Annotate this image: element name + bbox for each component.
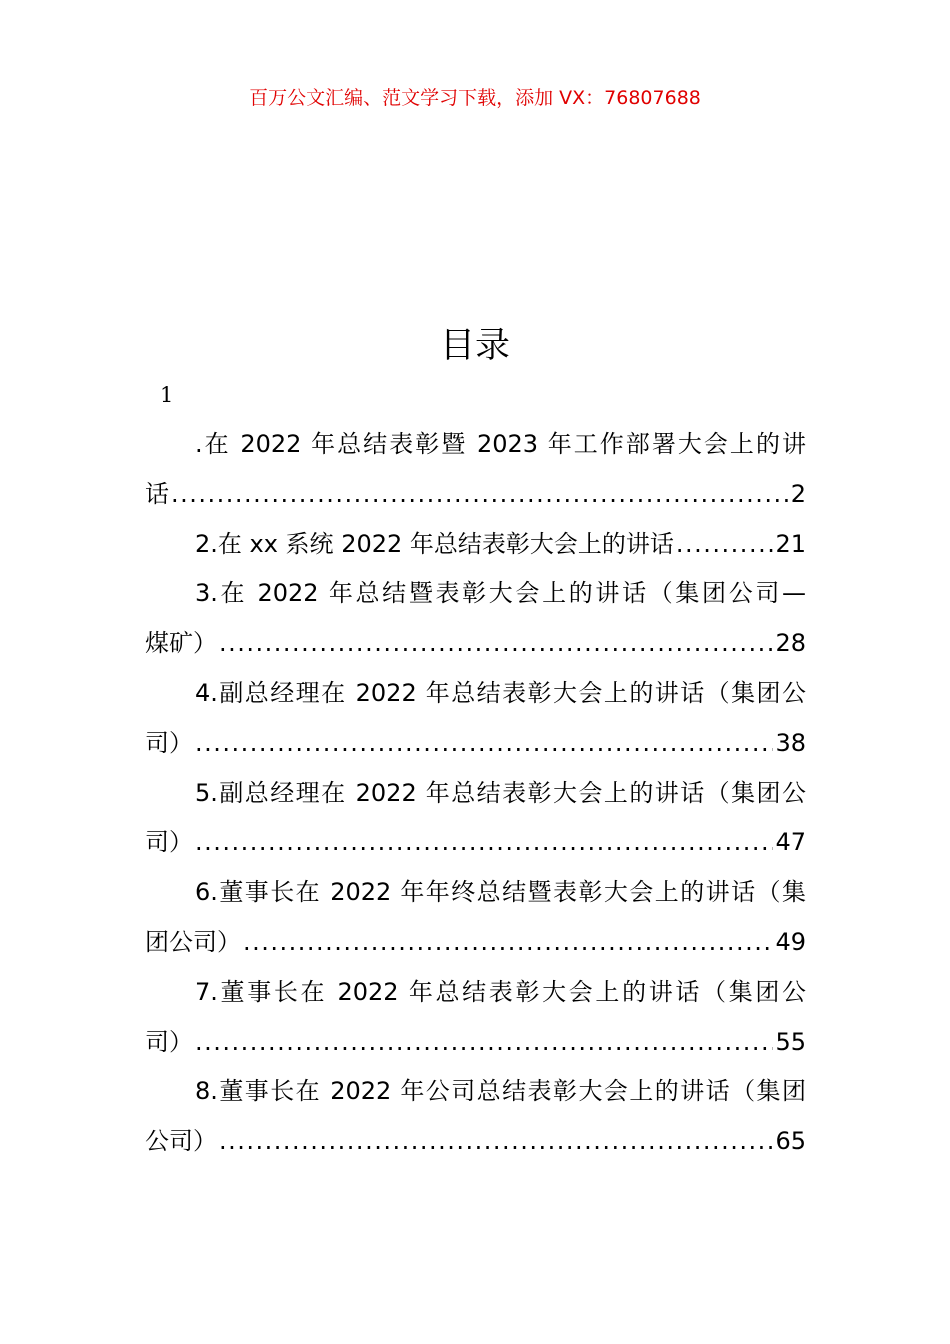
toc-entry-line (145, 520, 806, 570)
toc-entry-title-cont: 煤矿） (145, 629, 217, 658)
table-of-contents (145, 420, 806, 1167)
toc-entry-2[interactable] (145, 520, 806, 570)
toc-entry-6[interactable] (145, 868, 806, 968)
toc-leader-dots (243, 918, 773, 968)
toc-entry-3[interactable] (145, 569, 806, 669)
toc-leader-dots (219, 619, 773, 669)
toc-entry-continuation (145, 470, 806, 520)
toc-entry-title-cont: 司） (145, 1027, 193, 1056)
toc-entry-4[interactable] (145, 669, 806, 769)
toc-entry-5[interactable] (145, 769, 806, 869)
toc-leader-dots (219, 1117, 773, 1167)
toc-entry-title: 8.董事长在 2022 年公司总结表彰大会上的讲话（集团 (195, 1077, 806, 1106)
toc-page-number: 28 (775, 629, 806, 658)
toc-entry-continuation (145, 1117, 806, 1167)
toc-leader-dots (676, 520, 774, 570)
toc-entry-title-cont: 司） (145, 828, 193, 857)
toc-entry-title-cont: 团公司） (145, 927, 241, 956)
toc-entry-title-cont: 公司） (145, 1127, 217, 1156)
toc-page-number: 38 (775, 728, 806, 757)
toc-entry-title: 4.副总经理在 2022 年总结表彰大会上的讲话（集团公 (195, 678, 806, 707)
toc-page-number: 21 (775, 529, 806, 558)
toc-entry-title: 6.董事长在 2022 年年终总结暨表彰大会上的讲话（集 (195, 878, 806, 907)
toc-entry-continuation (145, 619, 806, 669)
toc-page-number: 2 (790, 479, 806, 508)
toc-leader-dots (195, 818, 773, 868)
toc-entry-title: .在 2022 年总结表彰暨 2023 年工作部署大会上的讲 (195, 430, 806, 458)
toc-entry-1[interactable] (145, 420, 806, 520)
toc-page-number: 65 (775, 1127, 806, 1156)
page-marker: 1 (160, 383, 174, 407)
toc-leader-dots (195, 1018, 773, 1068)
toc-entry-title-cont: 话 (145, 479, 169, 508)
toc-entry-title: 2.在 xx 系统 2022 年总结表彰大会上的讲话 (195, 529, 674, 558)
toc-entry-title: 3.在 2022 年总结暨表彰大会上的讲话（集团公司— (195, 579, 806, 608)
toc-entry-continuation (145, 918, 806, 968)
toc-entry-continuation (145, 1018, 806, 1068)
toc-entry-7[interactable] (145, 968, 806, 1068)
toc-entry-8[interactable] (145, 1067, 806, 1167)
header-note: 百万公文汇编、范文学习下载，添加 VX：76807688 (249, 87, 701, 109)
toc-entry-title: 7.董事长在 2022 年总结表彰大会上的讲话（集团公 (195, 977, 806, 1006)
toc-entry-continuation (145, 818, 806, 868)
toc-page-number: 55 (775, 1027, 806, 1056)
toc-title: 目录 (439, 326, 510, 366)
toc-leader-dots (171, 470, 789, 520)
toc-entry-title: 5.副总经理在 2022 年总结表彰大会上的讲话（集团公 (195, 778, 806, 807)
toc-page-number: 49 (775, 927, 806, 956)
toc-entry-title-cont: 司） (145, 728, 193, 757)
toc-leader-dots (195, 719, 773, 769)
toc-page-number: 47 (775, 828, 806, 857)
toc-entry-continuation (145, 719, 806, 769)
